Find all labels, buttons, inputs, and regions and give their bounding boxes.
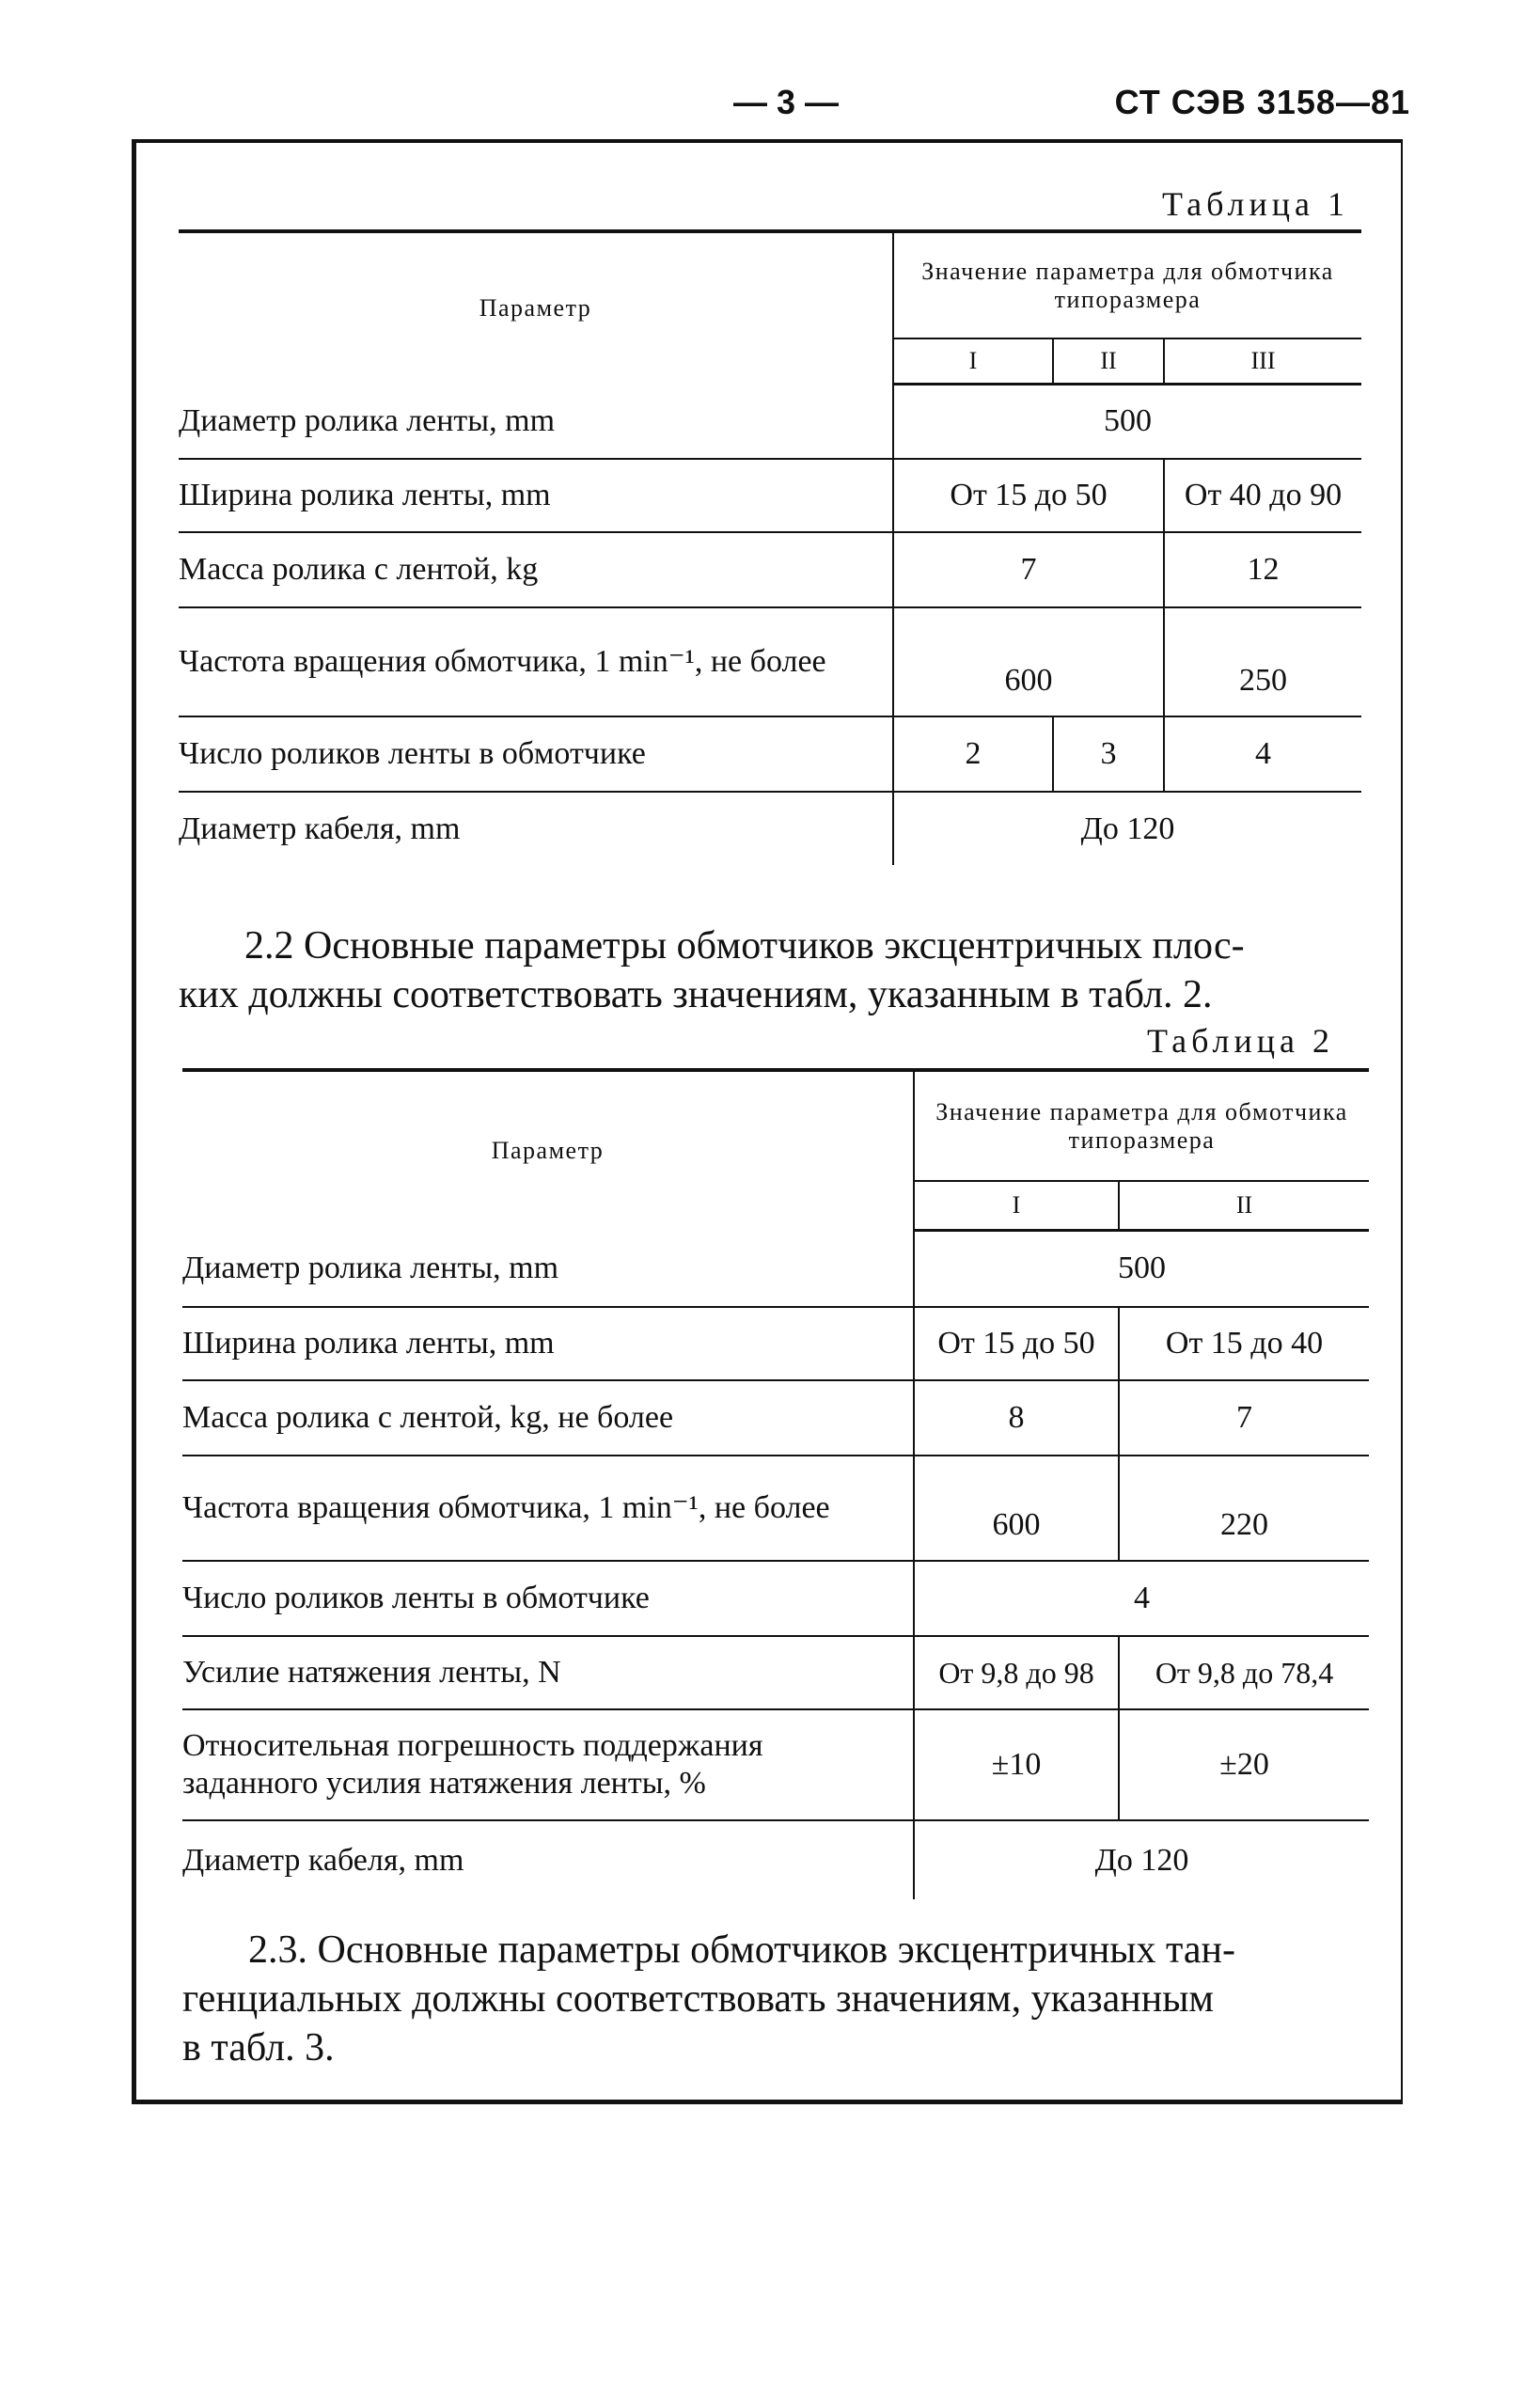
table2-row-value: 8 [914,1380,1119,1456]
table2-row-value: 4 [914,1561,1369,1636]
table1-row-value: 7 [893,532,1164,607]
table1-row-value: От 15 до 50 [893,459,1164,532]
table1-row-value: 4 [1164,716,1361,792]
table1-row-value: 500 [893,384,1361,459]
table2-row-value: До 120 [914,1820,1369,1899]
table2-row-param: Диаметр ролика ленты, mm [182,1230,914,1307]
table1-caption: Таблица 1 [1162,185,1349,223]
table2-row-value: От 15 до 50 [914,1307,1119,1380]
table1-row-param: Масса ролика с лентой, kg [179,532,893,607]
table2-row-param: Относительная погрешность поддержания заданного усилия натяжения ленты, % [182,1709,914,1820]
table1-row-param: Ширина ролика ленты, mm [179,459,893,532]
table1-value-header: Значение параметра для обмотчика типоразмера [893,231,1361,338]
table1-size-ii: II [1053,338,1164,384]
table2-row-param: Ширина ролика ленты, mm [182,1307,914,1380]
table1-row-value: От 40 до 90 [1164,459,1361,532]
table2-value-header: Значение параметра для обмотчика типоразмера [914,1070,1369,1181]
table1-row-value: 2 [893,716,1053,792]
table1-row-value: 600 [893,607,1164,716]
paragraph-line: генциальных должны соответствовать значениям, указанным [182,1977,1215,2021]
table2-row-param: Число роликов ленты в обмотчике [182,1561,914,1636]
table1-size-iii: III [1164,338,1361,384]
table1-row-param: Диаметр кабеля, mm [179,810,461,846]
table2-row-value: 7 [1119,1380,1369,1456]
page-number: — 3 — [733,83,840,121]
table2 [182,1068,1369,1899]
table2-param-header: Параметр [182,1070,914,1230]
table2-size-ii: II [1119,1181,1369,1230]
table1-size-i: I [893,338,1053,384]
table2-row-param: Частота вращения обмотчика, 1 min⁻¹, не более [182,1456,914,1561]
table2-row-param: Масса ролика с лентой, kg, не более [182,1380,914,1456]
table1-row-value: 3 [1053,716,1164,792]
table2-row-value: ±20 [1119,1709,1369,1820]
table2-row-value: От 9,8 до 78,4 [1119,1636,1369,1709]
table2-row-param: Усилие натяжения ленты, N [182,1636,914,1709]
table1 [179,229,1361,865]
table1-row-param: Частота вращения обмотчика, 1 min⁻¹, не более [179,607,893,716]
table1-row-value: 12 [1164,532,1361,607]
paragraph-line: ких должны соответствовать значениям, указанным в табл. 2. [179,973,1213,1016]
table1-row-value: До 120 [893,792,1361,865]
paragraph-2-2 [179,921,1369,1019]
paragraph-line: в табл. 3. [182,2026,335,2069]
table1-row-param: Диаметр ролика ленты, mm [179,384,893,459]
standard-number: СТ СЭВ 3158—81 [1114,83,1410,121]
table2-row-value: 600 [914,1456,1119,1561]
table2-size-i: I [914,1181,1119,1230]
table1-row-param: Число роликов ленты в обмотчике [179,716,893,792]
table2-row-value: 220 [1119,1456,1369,1561]
paragraph-2-3 [182,1926,1369,2072]
paragraph-line: 2.3. Основные параметры обмотчиков эксцентричных тан- [248,1928,1235,1972]
paragraph-line: 2.2 Основные параметры обмотчиков эксцентричных плос- [244,924,1245,968]
table2-row-param: Диаметр кабеля, mm [182,1842,464,1878]
table2-row-value: От 15 до 40 [1119,1307,1369,1380]
table2-row-value: 500 [914,1230,1369,1307]
table1-param-header: Параметр [179,231,893,384]
table2-caption: Таблица 2 [1147,1022,1334,1060]
table1-row-value: 250 [1164,607,1361,716]
table2-row-value: ±10 [914,1709,1119,1820]
table2-row-value: От 9,8 до 98 [914,1636,1119,1709]
